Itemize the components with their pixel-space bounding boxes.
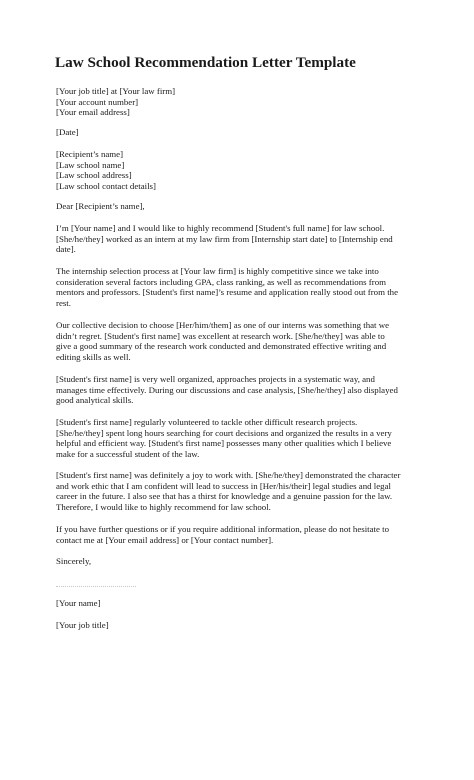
recipient-line: [Recipient’s name]: [56, 149, 124, 159]
paragraph-selection: [56, 266, 422, 309]
paragraph-character: [56, 470, 422, 513]
signature-name: [56, 598, 422, 609]
paragraph-line: helpful and efficient way. [Student's first name] possesses many other qualities which I believe: [56, 438, 392, 449]
sender-line: [Your account number]: [56, 96, 139, 107]
paragraph-line: mentors and professors. [Student's first name]’s resume and application really stood out from the: [56, 287, 398, 298]
paragraph-line: If you have further questions or if you require additional information, please do not hesitate to: [56, 524, 390, 534]
sender-line: [Your email address]: [56, 107, 130, 118]
paragraph-line: editing skills as well.: [56, 352, 131, 363]
date-block: [56, 127, 422, 138]
paragraph-line: good analytical skills.: [56, 395, 134, 406]
recipient-line: [Law school contact details]: [56, 181, 156, 192]
date-line: [Date]: [56, 127, 79, 137]
closing-text: Sincerely,: [56, 556, 92, 566]
closing: [56, 556, 422, 567]
recipient-block: [56, 149, 422, 192]
paragraph-line: [Student's first name] regularly volunteered to tackle other difficult research projects.: [56, 417, 358, 427]
salutation: [56, 201, 422, 212]
paragraph-line: consideration several factors including GPA, class ranking, as well as recommendations from: [56, 276, 386, 287]
recipient-line: [Law school address]: [56, 170, 132, 181]
paragraph-line: manages time effectively. During our discussions and case analysis, [She/he/they] also displayed: [56, 384, 398, 395]
signature-divider: [56, 586, 136, 587]
recipient-line: [Law school name]: [56, 159, 125, 170]
sender-block: [56, 86, 422, 118]
paragraph-line: rest.: [56, 298, 71, 309]
paragraph-line: I’m [Your name] and I would like to highly recommend [Student's full name] for law school.: [56, 223, 385, 233]
signature-title: [56, 620, 422, 631]
paragraph-line: [Student's first name] is very well organized, approaches projects in a systematic way, and: [56, 374, 375, 384]
paragraph-line: Our collective decision to choose [Her/him/them] as one of our interns was something that we: [56, 320, 390, 330]
signature-title-text: [Your job title]: [56, 620, 109, 630]
paragraph-line: contact me at [Your email address] or [Your contact number].: [56, 534, 274, 545]
paragraph-line: career in the future. I also see that has a thirst for knowledge and a genuine passion for the law.: [56, 491, 393, 502]
paragraph-line: didn’t regret. [Student's first name] was excellent at research work. [She/he/they] was able to: [56, 330, 385, 341]
paragraph-line: [She/he/they] spent long hours searching for court decisions and organized the results in a very: [56, 427, 392, 438]
paragraph-line: and work ethic that I am confident will lead to success in [Her/his/their] legal studies and legal: [56, 480, 391, 491]
sender-line: [Your job title] at [Your law firm]: [56, 86, 176, 96]
paragraph-line: [Student's first name] was definitely a joy to work with. [She/he/they] demonstrated the character: [56, 470, 401, 480]
salutation-text: Dear [Recipient’s name],: [56, 201, 145, 211]
paragraph-line: give a good summary of the research work conducted and demonstrated effective writing and: [56, 341, 387, 352]
paragraph-line: The internship selection process at [Your law firm] is highly competitive since we take into: [56, 266, 379, 276]
paragraph-organization: [56, 374, 422, 406]
page-title: Law School Recommendation Letter Template: [55, 54, 356, 71]
signature-name-text: [Your name]: [56, 598, 101, 608]
paragraph-line: Therefore, I would like to highly recommend for law school.: [56, 502, 271, 513]
paragraph-line: [She/he/they] worked as an intern at my law firm from [Internship start date] to [Internship end: [56, 233, 393, 244]
paragraph-line: date].: [56, 244, 76, 255]
paragraph-intro: [56, 223, 422, 255]
paragraph-line: make for a successful student of the law.: [56, 449, 200, 460]
paragraph-volunteer: [56, 417, 422, 460]
paragraph-decision: [56, 320, 422, 363]
paragraph-contact: [56, 524, 422, 545]
